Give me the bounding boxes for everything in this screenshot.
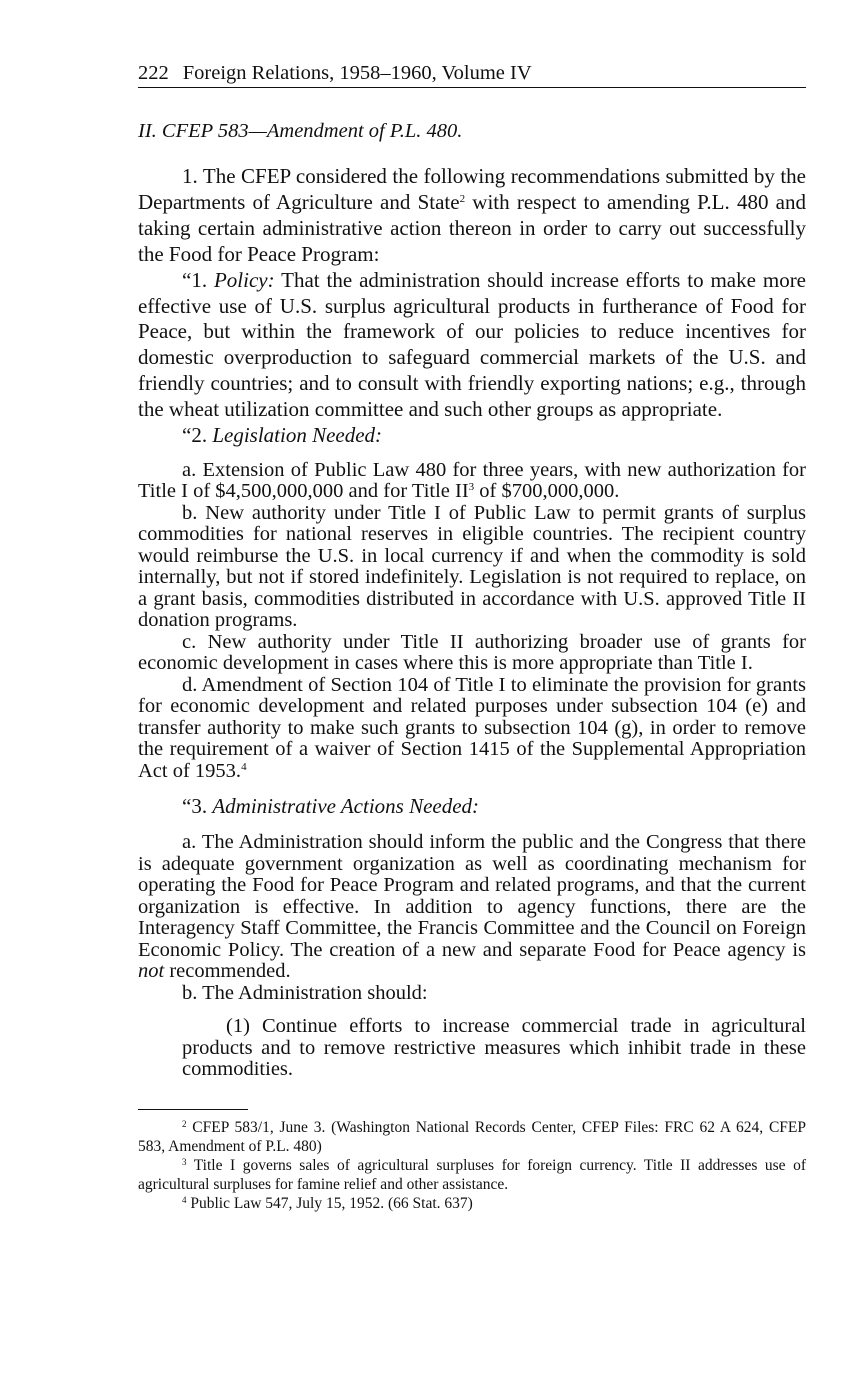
footnote-ref: 2	[459, 192, 466, 205]
admin-heading: “3. Administrative Actions Needed:	[182, 794, 480, 819]
intro-paragraph: 1. The CFEP considered the following recommendations submitted by the Departments of Agriculture and State$^2$ with respect to amending P.L. 480 and taking certain administrative action thereon in order to carry out successfully the Food for Peace Program:	[138, 164, 806, 266]
footnote-3: $^3$ Title I governs sales of agricultural surpluses for foreign currency. Title II addresses use of agricultural surpluses for famine relief and other assistance.	[138, 1156, 806, 1193]
running-title: Foreign Relations, 1958–1960, Volume IV	[182, 62, 532, 84]
policy-paragraph: “1. Policy: That the administration should increase efforts to make more effective use of U.S. surplus agricultural products in furtherance of Food for Peace, but within the framework of our policies to reduce incentives for domestic overproduction to safeguard commercial markets of the U.S. and friendly countries; and to consult with friendly exporting nations; e.g., through the wheat utilization committee and such other groups as appropriate.	[138, 267, 807, 422]
legislation-item-c: c. New authority under Title II authorizing broader use of grants for economic development in cases where this is more appropriate than Title I.	[138, 630, 806, 675]
running-header	[138, 60, 806, 88]
footnote-ref: 3	[468, 481, 475, 494]
legislation-item-a: a. Extension of Public Law 480 for three years, with new authorization for Title I of $4,500,000,000 and for Title $II^3$ of $700,000,000.	[138, 458, 806, 503]
admin-item-b: b. The Administration should:	[182, 981, 428, 1004]
admin-item-a: a. The Administration should inform the public and the Congress that there is adequate government organization as well as coordinating mechanism for operating the Food for Peace Program and related programs, and that the current organization is effective. In addition to agency functions, there are the Interagency Staff Committee, the Francis Committee and the Council on Foreign Economic Policy. The creation of a new and separate Food for Peace agency is not recommended.	[138, 831, 806, 983]
document-page	[138, 60, 806, 1213]
footnote-ref: 4	[241, 760, 247, 773]
page-number: 222	[138, 62, 169, 84]
legislation-heading: “2. Legislation Needed:	[182, 423, 383, 448]
legislation-item-b: b. New authority under Title I of Public Law to permit grants of surplus commodities for national reserves in eligible countries. The recipient country would reimburse the U.S. in local currency if and when the commodity is sold internally, but not if stored indefinitely. Legislation is not required to replace, on a grant basis, commodities distributed in accordance with U.S. approved Title II donation programs.	[138, 501, 806, 632]
footnote-4: $^4$ Public Law 547, July 15, 1952. (66 Stat. 637)	[182, 1194, 473, 1212]
footnote-rule	[138, 1109, 248, 1110]
footnote-2: $^2$ CFEP 583/1, June 3. (Washington National Records Center, CFEP Files: FRC 62 A 624, CFEP 583, Amendment of P.L. 480)	[138, 1118, 806, 1155]
section-title: II. CFEP 583—Amendment of P.L. 480.	[138, 120, 463, 142]
legislation-item-d: d. Amendment of Section 104 of Title I to eliminate the provision for grants for economic development and related purposes under subsection 104 (e) and transfer authority to make such grants to subsection 104 (g), in order to remove the requirement of a waiver of Section 1415 of the Supplemental Appropriation Act of 1953.$^4$	[138, 673, 806, 782]
admin-item-b1: (1) Continue efforts to increase commercial trade in agricultural products and to remove restrictive measures which inhibit trade in these commodities.	[182, 1015, 806, 1081]
